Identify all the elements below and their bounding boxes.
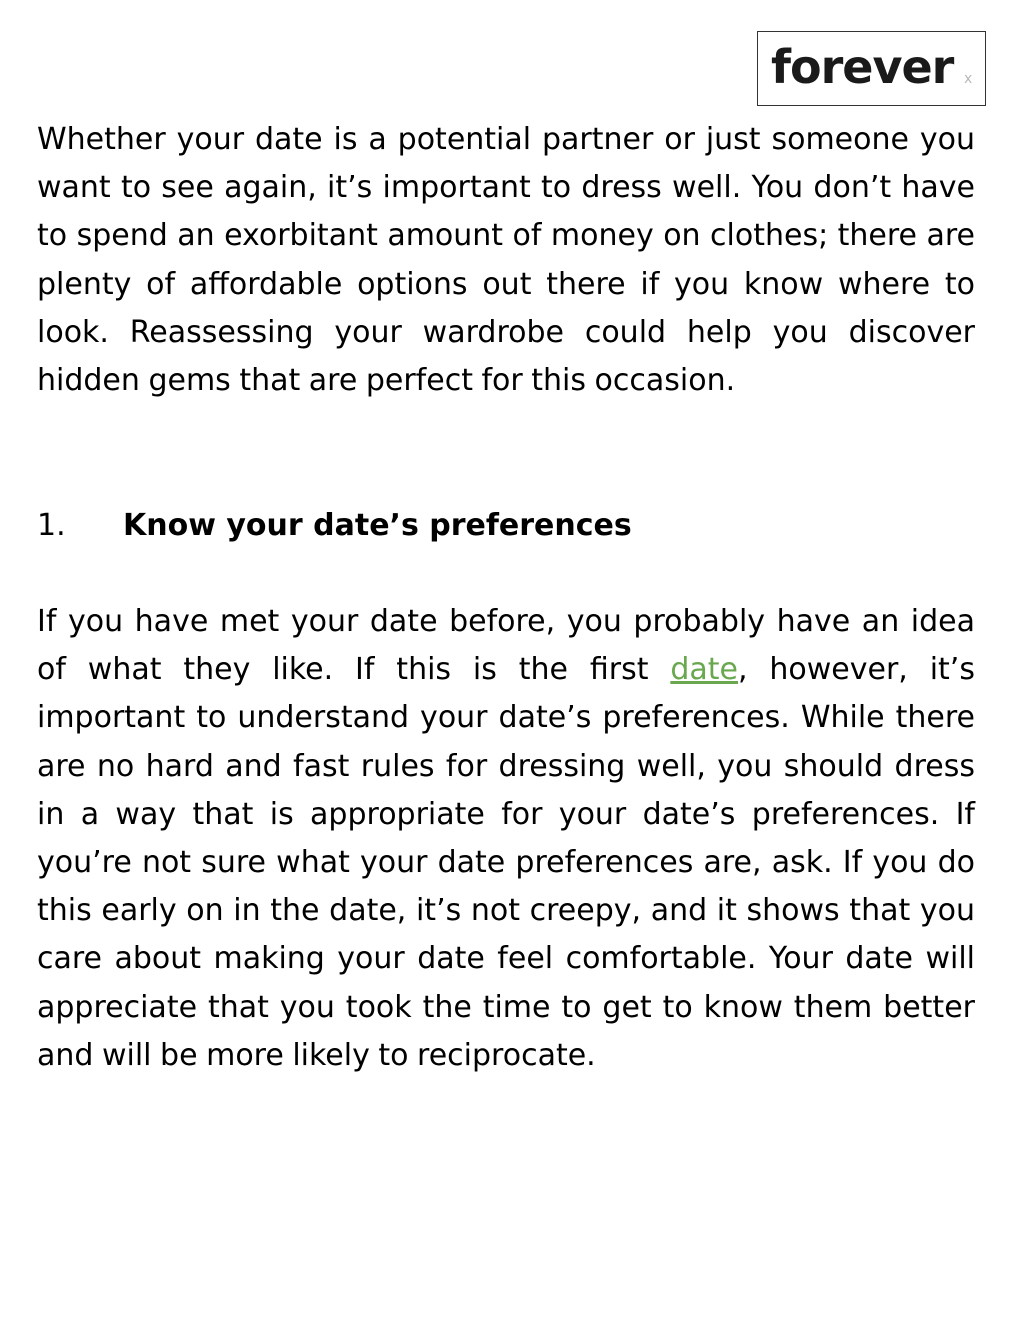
body-text-before-link: If you have met your date before, you probably have an idea of what they like. If this is the first	[37, 604, 975, 688]
logo-x-mark: x	[964, 71, 973, 87]
section-heading	[37, 502, 632, 550]
logo-wordmark: forever	[771, 40, 954, 94]
body-text-after-link: , however, it’s important to understand your date’s preferences. While there are no hard and fast rules for dressing well, you should dress in a way that is appropriate for your date’s preferences. If you’re not sure what your date preferences are, ask. If you do this early on in the date, it’s not creepy, and it shows that you care about making your date feel comfortable. Your date will appreciate that you took the time to get to know them better and will be more likely to reciprocate.	[37, 652, 975, 1073]
section-number: 1.	[37, 508, 66, 543]
date-link[interactable]: date	[670, 652, 738, 688]
forever-logo	[757, 31, 986, 106]
intro-paragraph: Whether your date is a potential partner or just someone you want to see again, it’s important to dress well. You don’t have to spend an exorbitant amount of money on clothes; there are plenty of affordable options out there if you know where to look. Reassessing your wardrobe could help you discover hidden gems that are perfect for this occasion.	[37, 122, 975, 399]
section-body-paragraph	[37, 598, 975, 1080]
section-title: Know your date’s preferences	[123, 508, 632, 543]
